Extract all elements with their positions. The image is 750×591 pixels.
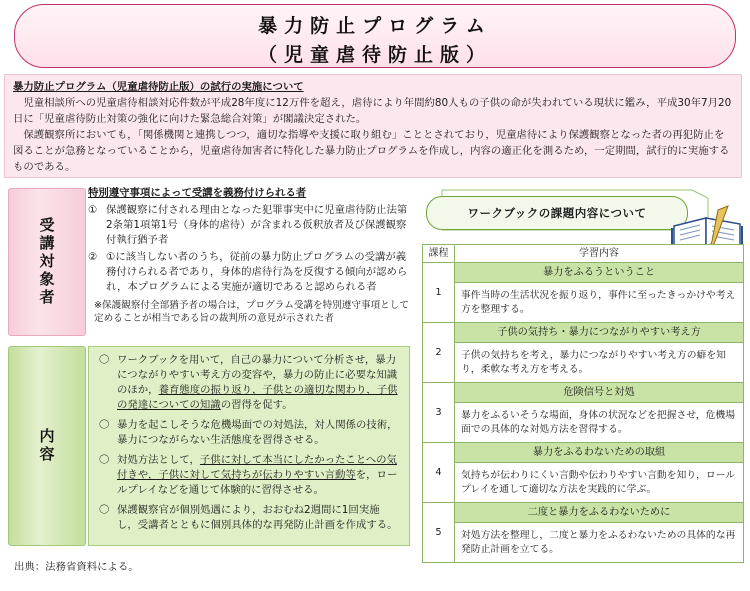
intro-paragraph-2: 保護観察所においても，「関係機関と連携しつつ，適切な指導や支援に取り組む」こととされており，児童虐待により保護観察となった者の再犯防止を図ることが急務となっていることから，児童虐待加害者に特化した暴力防止プログラムを作成し，内容の適正化を測るため，一定期間，試行的に実施するものである。 bbox=[13, 129, 730, 173]
course-subtitle: 子供の気持ち・暴力につながりやすい考え方 bbox=[455, 323, 744, 343]
table-row bbox=[423, 283, 744, 323]
table-row bbox=[423, 463, 744, 503]
target-item bbox=[88, 250, 410, 295]
target-item-number: ① bbox=[88, 204, 98, 216]
content-text: 暴力を起こしそうな危機場面での対処法，対人関係の技術，暴力につながらない生活態度を習得させる。 bbox=[117, 419, 398, 446]
target-section bbox=[88, 186, 410, 342]
target-heading: 特別遵守事項によって受講を義務付けられる者 bbox=[88, 187, 307, 199]
course-description: 対処方法を整理し，二度と暴力をふるわないための具体的な再発防止計画を立てる。 bbox=[455, 523, 744, 563]
target-item-text: 保護観察に付される理由となった犯罪事実中に児童虐待防止法第2条第1項第1号（身体的虐待）が含まれる仮釈放者及び保護観察付執行猶予者 bbox=[106, 204, 408, 246]
circle-bullet-icon: 〇 bbox=[99, 419, 110, 431]
circle-bullet-icon: 〇 bbox=[99, 504, 110, 516]
content-label bbox=[8, 346, 86, 546]
content-underlined-text: 子供に対して本当にしたかったことへの気付きや，子供に対して気持ちが伝わりやすい言動等 bbox=[117, 454, 397, 481]
course-description: 気持ちが伝わりにくい言動や伝わりやすい言動を知り，ロールプレイを通して適切な方法を実践的に学ぶ。 bbox=[455, 463, 744, 503]
table-row bbox=[423, 403, 744, 443]
content-text: を，ロールプレイなどを通じて体験的に習得させる。 bbox=[117, 469, 398, 496]
content-section bbox=[88, 346, 410, 546]
target-label-text: 受講対象者 bbox=[37, 217, 56, 307]
course-number: 1 bbox=[423, 263, 455, 323]
course-description: 事件当時の生活状況を振り返り，事件に至ったきっかけや考え方を整理する。 bbox=[455, 283, 744, 323]
circle-bullet-icon: 〇 bbox=[99, 354, 110, 366]
content-item bbox=[99, 353, 399, 413]
target-item bbox=[88, 203, 410, 248]
table-row bbox=[423, 443, 744, 463]
course-number: 5 bbox=[423, 503, 455, 563]
content-label-text: 内容 bbox=[37, 428, 56, 464]
workbook-title: ワークブックの課題内容について bbox=[426, 196, 688, 230]
table-row bbox=[423, 503, 744, 523]
page-title-box bbox=[14, 4, 736, 68]
intro-heading: 暴力防止プログラム（児童虐待防止版）の試行の実施について bbox=[13, 81, 304, 93]
source-note: 出典：法務省資料による。 bbox=[14, 561, 139, 573]
table-row bbox=[423, 263, 744, 283]
circle-bullet-icon: 〇 bbox=[99, 454, 110, 466]
intro-section bbox=[4, 74, 742, 178]
intro-paragraph-1: 児童相談所への児童虐待相談対応件数が平成28年度に12万件を超え，虐待により年間約80人もの子供の命が失われている現状に鑑み，平成30年7月20日に「児童虐待防止対策の強化に向けた緊急総合対策」が閣議決定された。 bbox=[13, 97, 732, 125]
page-subtitle: （児童虐待防止版） bbox=[257, 44, 492, 66]
content-text: の習得を促す。 bbox=[220, 399, 293, 411]
course-description: 子供の気持ちを考え，暴力につながりやすい考え方の癖を知り，柔軟な考え方を考える。 bbox=[455, 343, 744, 383]
target-item-number: ② bbox=[88, 251, 98, 263]
target-item-text: ①に該当しない者のうち，従前の暴力防止プログラムの受講が義務付けられる者であり，身体的虐待行為を反復する傾向が認められ，本プログラムによる実施が適切であると認められる者 bbox=[106, 251, 408, 293]
table-header-row bbox=[423, 245, 744, 263]
target-label bbox=[8, 188, 86, 336]
course-subtitle: 二度と暴力をふるわないために bbox=[455, 503, 744, 523]
workbook-table bbox=[422, 244, 744, 563]
page-title: 暴力防止プログラム bbox=[258, 15, 492, 37]
content-text: ワークブックを用いて，自己の暴力について分析させ，暴力につながりやすい考え方の変容や，暴力の防止に必要な知識のほか， bbox=[117, 354, 398, 396]
content-item bbox=[99, 418, 399, 448]
course-description: 暴力をふるいそうな場面，身体の状況などを把握させ，危機場面での具体的な対処方法を習得する。 bbox=[455, 403, 744, 443]
course-subtitle: 暴力をふるわないための取組 bbox=[455, 443, 744, 463]
table-row bbox=[423, 343, 744, 383]
column-header-content: 学習内容 bbox=[455, 245, 744, 263]
course-number: 3 bbox=[423, 383, 455, 443]
target-note: ※保護観察付全部猶予者の場合は，プログラム受講を特別遵守事項として定めることが相当である旨の裁判所の意見が示された者 bbox=[94, 300, 409, 324]
table-row bbox=[423, 383, 744, 403]
content-underlined-text: 養育態度の振り返り，子供との適切な関わり，子供の発達についての知識 bbox=[117, 384, 398, 411]
course-subtitle: 暴力をふるうということ bbox=[455, 263, 744, 283]
content-text: 保護観察官が個別処遇により，おおむね2週間に1回実施し，受講者とともに個別具体的な再発防止計画を作成する。 bbox=[117, 504, 398, 531]
table-row bbox=[423, 523, 744, 563]
column-header-course: 課程 bbox=[423, 245, 455, 263]
course-subtitle: 危険信号と対処 bbox=[455, 383, 744, 403]
content-item bbox=[99, 453, 399, 498]
course-number: 2 bbox=[423, 323, 455, 383]
content-text: 対処方法として， bbox=[117, 454, 200, 466]
content-item bbox=[99, 503, 399, 533]
course-number: 4 bbox=[423, 443, 455, 503]
table-row bbox=[423, 323, 744, 343]
